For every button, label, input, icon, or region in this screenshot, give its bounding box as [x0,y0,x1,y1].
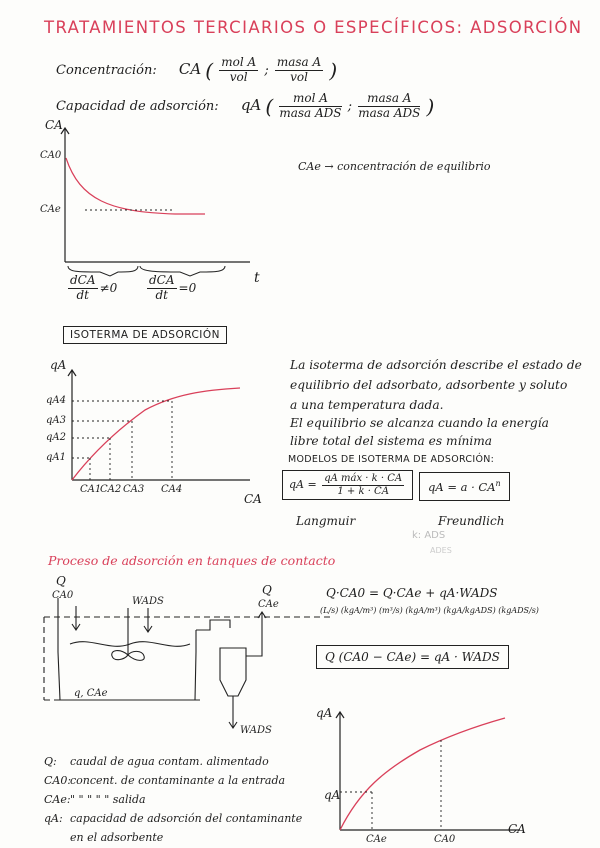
equilibrium-note: CAe → concentración de equilibrio [298,160,491,173]
balance-boxed: Q (CA0 − CAe) = qA · WADS [316,645,509,669]
isotherm-x-axis-label: CA [244,492,262,506]
legend-row-5: en el adsorbente [70,831,164,844]
capacity-unit-1: $\frac{\text{mol A}}{\text{masa ADS}}$ [279,91,342,120]
isotherm-c-tick-4: CA4 [161,484,183,495]
tank-c-out: CAe [258,599,279,610]
graph1-y-eq-label: CAe [40,204,61,215]
graph1-x-axis-label: t [254,270,260,286]
isotherm-q-tick-3: qA3 [46,415,66,426]
process-title: Proceso de adsorción en tanques de contacto [48,553,336,568]
balance-equation: Q·CA0 = Q·CAe + qA·WADS [326,586,498,600]
models-title: MODELOS DE ISOTERMA DE ADSORCIÓN: [288,454,495,465]
page-title: TRATAMIENTOS TERCIARIOS O ESPECÍFICOS: ADSORCIÓN [44,18,583,37]
graph1-y-axis-label: CA [45,118,63,132]
isotherm-q-tick-2: qA2 [46,432,66,443]
paragraph-line-4: El equilibrio se alcanza cuando la energía [290,416,549,430]
graph3-guides [340,740,441,830]
tank-label: q, CAe [74,688,108,699]
paragraph-line-1: La isoterma de adsorción describe el estado de [290,358,582,372]
graph3-curve [340,718,505,830]
graph3-x-axis-label: CA [508,822,526,836]
graph3-axes [336,712,520,830]
langmuir-name: Langmuir [296,514,356,528]
balance-unit-1: (L/s) [320,606,339,615]
graph3-x-tick-2: CA0 [434,834,456,845]
graph1-derivative-1: $\frac{\text{dCA}}{dt}$ ≠0 [70,273,118,302]
legend-row-2: CA0:concent. de contaminante a la entrada [44,774,286,787]
balance-unit-6: (kgADS/s) [498,606,539,615]
concentration-row: Concentración: CA ( $\frac{\text{mol A}}{\text{vol}}$ ; $\frac{\text{masa A}}{\text{vol}}$ ) [56,55,338,84]
concentration-sep: ; [264,62,269,78]
concentration-label: Concentración: [56,62,157,78]
tank-c-in: CA0 [52,590,74,601]
k-note: k: ADS [412,530,446,541]
legend [44,752,302,847]
legend-row-1: Q: caudal de agua contam. alimentado [44,755,269,768]
graph3-y-axis-label: qA [316,706,333,720]
graph1-y-top-label: CA0 [40,150,62,161]
legend-row-4: qA: capacidad de adsorción del contaminante [44,812,303,825]
paragraph-line-5: libre total del sistema es mínima [290,434,493,448]
isotherm-box-label: ISOTERMA DE ADSORCIÓN [63,326,227,344]
capacity-row: Capacidad de adsorción: qA ( $\frac{\text{mol A}}{\text{masa ADS}}$ ; $\frac{\text{masa A}}{\text{masa ADS}}$ ) [56,91,435,120]
capacity-sep: ; [347,98,353,114]
langmuir-lhs: qA = [289,478,317,491]
freundlich-exponent: n [495,479,501,488]
legend-row-3: CAe:" " " " " salida [44,793,146,806]
balance-unit-3: (m³/s) [378,606,403,615]
capacity-symbol: qA [240,95,262,114]
graph3-x-tick-1: CAe [366,834,387,845]
capacity-label: Capacidad de adsorción: [56,98,219,114]
balance-unit-2: (kgA/m³) [340,606,377,615]
isotherm-axes [68,370,250,480]
balance-unit-4: (kgA/m³) [405,606,441,615]
freundlich-formula: qA = a · CA [428,479,496,494]
freundlich-name: Freundlich [438,514,505,528]
tank-w-out: WADS [240,725,272,736]
paragraph-line-3: a una temperatura dada. [290,398,444,412]
isotherm-q-tick-4: qA4 [46,395,66,406]
langmuir-box: qA = $\frac{\text{qA máx · k · CA}}{1 + k \cdot CA}$ [282,470,413,500]
concentration-unit-2: $\frac{\text{masa A}}{\text{vol}}$ [276,55,322,84]
isotherm-c-tick-3: CA3 [123,484,145,495]
isotherm-y-axis-label: qA [50,358,67,372]
paragraph-line-2: equilibrio del adsorbato, adsorbente y soluto [290,378,568,392]
balance-unit-5: (kgA/kgADS) [443,606,496,615]
graph1-derivative-2: $\frac{\text{dCA}}{dt}$ =0 [149,273,197,302]
isotherm-guides [72,401,172,480]
tank-q-in: Q [56,574,66,588]
k-note-2: ADES [430,546,452,555]
graph1-axes [61,128,250,262]
isotherm-q-tick-1: qA1 [46,452,66,463]
isotherm-c-tick-2: CA2 [100,484,122,495]
freundlich-box [419,472,510,501]
concentration-symbol: CA [178,59,202,78]
concentration-unit-1: $\frac{\text{mol A}}{\text{vol}}$ [221,55,257,84]
isotherm-curve [72,388,240,480]
tank-w: WADS [132,596,164,607]
graph1-decay-curve [66,158,205,214]
tank-q-out: Q [262,583,272,597]
capacity-unit-2: $\frac{\text{masa A}}{\text{masa ADS}}$ [358,91,421,120]
isotherm-c-tick-1: CA1 [80,484,102,495]
graph3-y-tick: qA [324,788,341,802]
tank-diagram [44,598,333,728]
balance-units [320,606,539,615]
